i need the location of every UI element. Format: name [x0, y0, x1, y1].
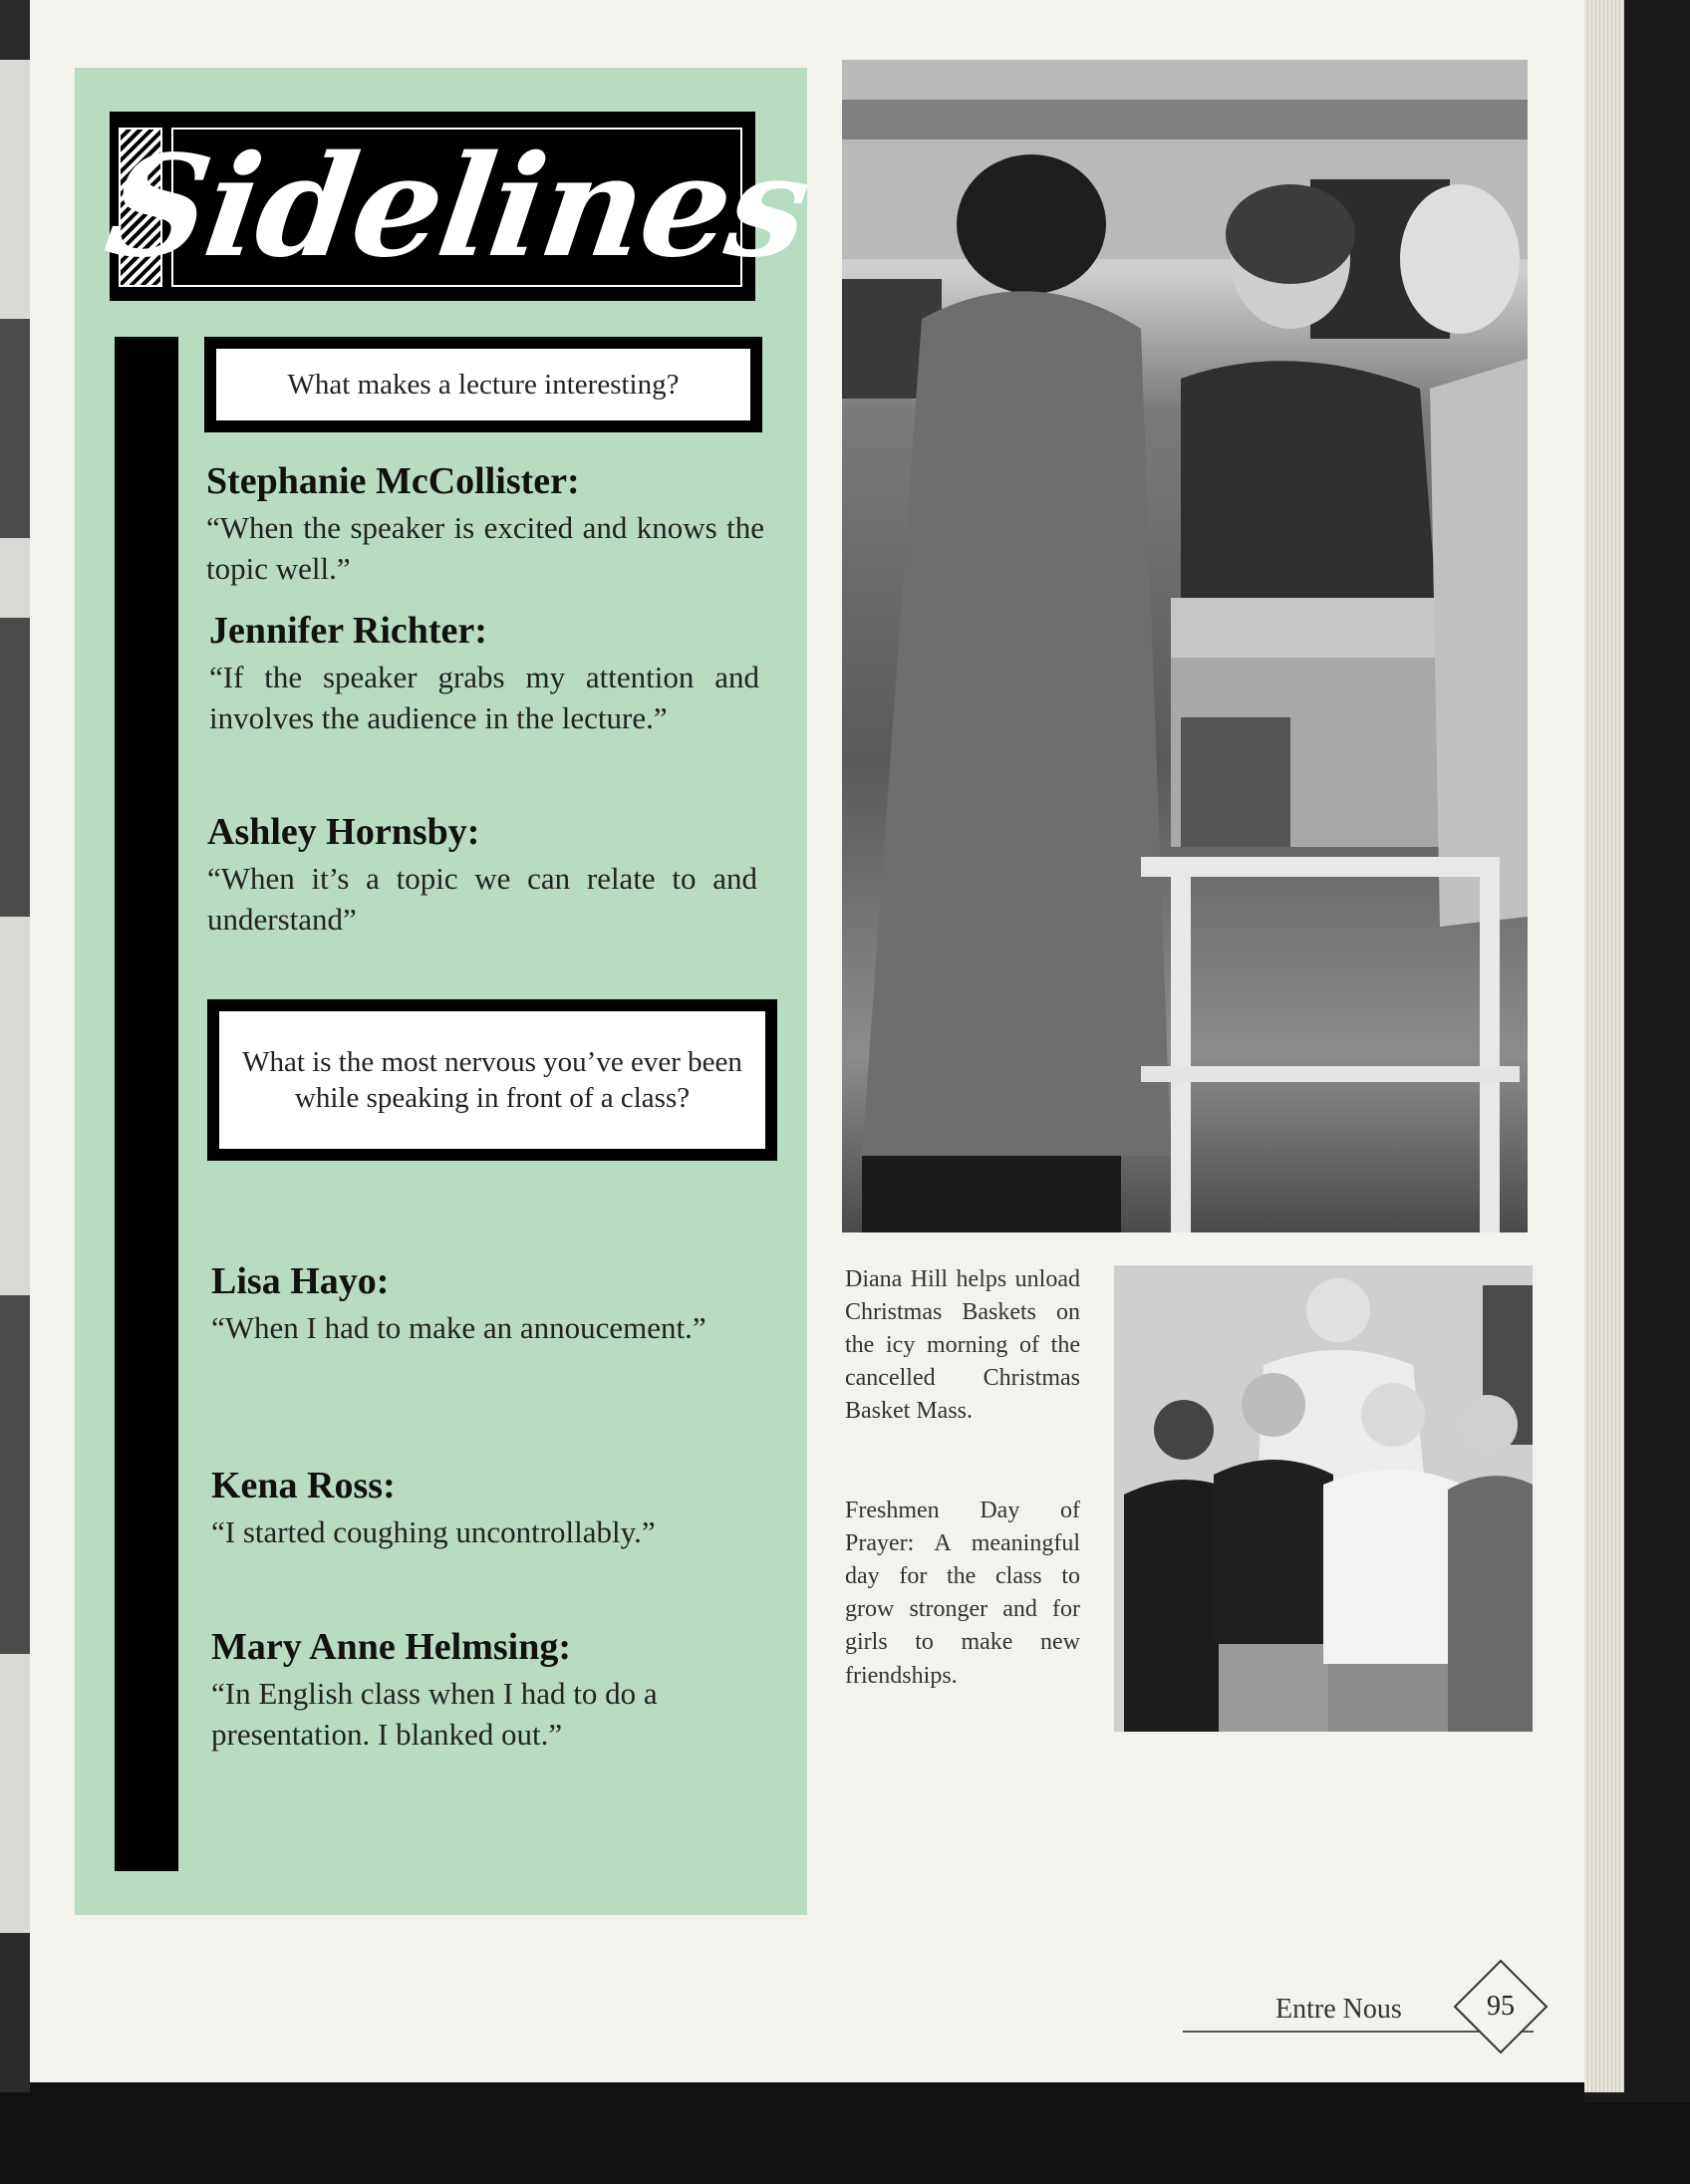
section-title: Sidelines [97, 126, 817, 289]
respondent-name: Stephanie McCollister: [206, 460, 580, 502]
photo-caption-2: Freshmen Day of Prayer: A meaningful day for the class to grow stronger and for girls to make new friendships. [845, 1498, 1080, 1689]
publication-name: Entre Nous [1275, 1994, 1402, 2025]
respondent-name: Mary Anne Helmsing: [211, 1626, 571, 1668]
photo-caption-1: Diana Hill helps unload Christmas Baskets on the icy morning of the cancelled Christmas Basket Mass. [845, 1266, 1080, 1425]
response-item [209, 610, 759, 739]
question-box-2 [207, 999, 777, 1161]
question-box-1 [204, 337, 762, 432]
respondent-name: Jennifer Richter: [209, 610, 487, 652]
title-frame [97, 126, 817, 289]
respondent-name: Kena Ross: [211, 1465, 396, 1506]
respondent-name: Lisa Hayo: [211, 1260, 390, 1302]
response-item [211, 1465, 764, 1553]
photo-illustration [842, 60, 1528, 1232]
respondent-quote: “When it’s a topic we can relate to and understand” [207, 860, 757, 937]
response-item [207, 811, 757, 941]
freshmen-day-photo [1114, 1265, 1533, 1732]
page-number: 95 [1487, 1991, 1515, 2022]
response-item [211, 1626, 749, 1756]
facing-page-edge [0, 60, 30, 1933]
respondent-quote: “I started coughing uncontrollably.” [211, 1513, 656, 1549]
respondent-quote: “When I had to make an annoucement.” [211, 1309, 706, 1345]
question-text: What makes a lecture interesting? [216, 349, 750, 420]
photo-illustration [1114, 1265, 1533, 1732]
christmas-baskets-photo [842, 60, 1528, 1232]
response-item [211, 1260, 769, 1349]
vertical-rule [115, 337, 178, 1871]
sidelines-header [97, 112, 817, 301]
respondent-quote: “If the speaker grabs my attention and involves the audience in the lecture.” [209, 659, 759, 735]
respondent-quote: “In English class when I had to do a presentation. I blanked out.” [211, 1675, 658, 1752]
response-item [206, 460, 764, 590]
question-text: What is the most nervous you’ve ever been while speaking in front of a class? [219, 1011, 765, 1149]
respondent-name: Ashley Hornsby: [207, 811, 480, 853]
respondent-quote: “When the speaker is excited and knows the topic well.” [206, 509, 764, 586]
page-stack [1584, 0, 1624, 2092]
